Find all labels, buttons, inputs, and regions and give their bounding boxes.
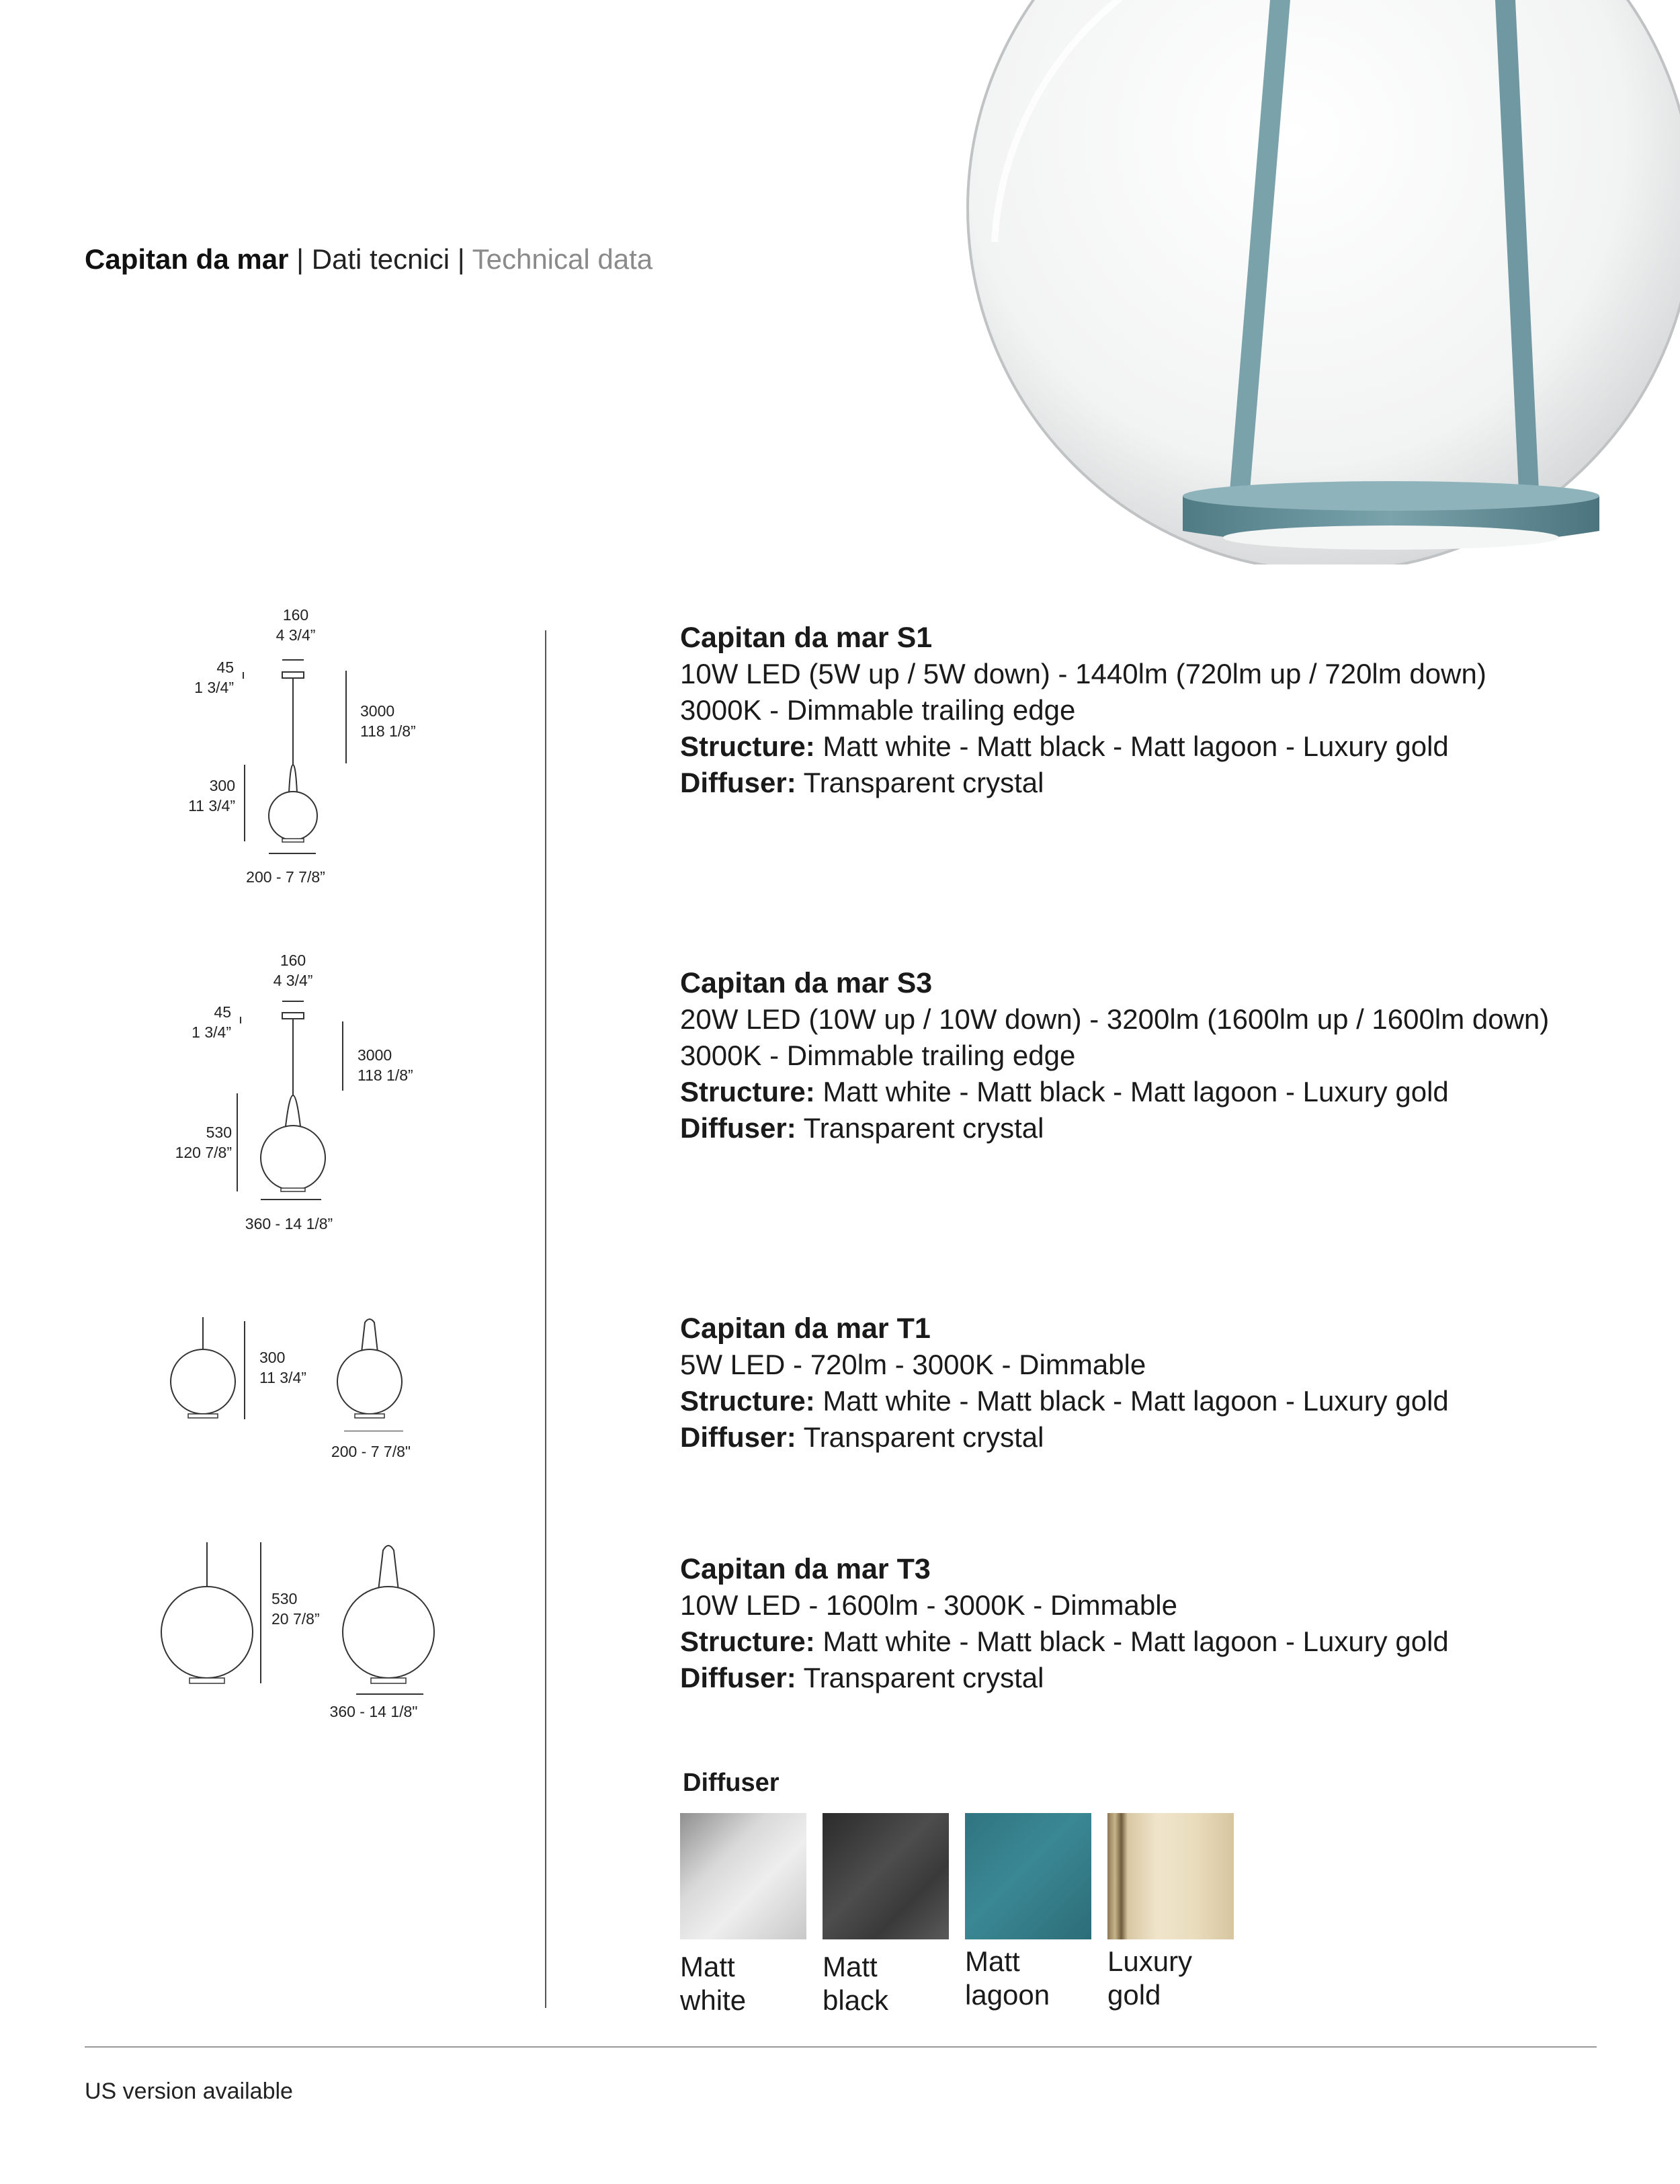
- spec-t1: [680, 1310, 1648, 1456]
- spec-structure: Structure: Matt white - Matt black - Matt lagoon - Luxury gold: [680, 730, 1449, 762]
- swatch-label-matt-black: Matt black: [823, 1951, 889, 2016]
- spec-diffuser: Diffuser: Transparent crystal: [680, 1421, 1044, 1453]
- finishes-title: Diffuser: [683, 1769, 780, 1797]
- swatch-matt-black: [823, 1813, 949, 1939]
- spec-s1: [680, 620, 1648, 801]
- spec-line: 10W LED (5W up / 5W down) - 1440lm (720lm up / 720lm down): [680, 658, 1486, 689]
- s3-body-height: 530 120 7/8”: [175, 1124, 232, 1161]
- hero-lamp-image: [954, 0, 1680, 564]
- swatch-matt-white: [680, 1813, 806, 1939]
- spec-line: 3000K - Dimmable trailing edge: [680, 1040, 1076, 1071]
- s3-canopy-height: 45 1 3/4”: [192, 1003, 231, 1041]
- spec-t3: [680, 1551, 1648, 1696]
- t3-height: 530 20 7/8”: [271, 1590, 320, 1628]
- s1-diameter: 200 - 7 7/8”: [246, 868, 325, 886]
- spec-structure: Structure: Matt white - Matt black - Matt lagoon - Luxury gold: [680, 1626, 1449, 1657]
- swatch-matt-lagoon: [965, 1813, 1091, 1939]
- s3-cable-length: 3000 118 1/8”: [358, 1046, 413, 1084]
- product-name: Capitan da mar: [85, 243, 289, 275]
- glass-globe: [968, 0, 1680, 564]
- spec-diffuser: Diffuser: Transparent crystal: [680, 767, 1044, 798]
- swatch-label-matt-white: Matt white: [680, 1951, 747, 2016]
- t3-diameter: 360 - 14 1/8": [329, 1703, 418, 1720]
- spec-line: 3000K - Dimmable trailing edge: [680, 694, 1076, 726]
- s3-diameter: 360 - 14 1/8”: [245, 1215, 333, 1232]
- swatch-label-matt-lagoon: Matt lagoon: [965, 1945, 1050, 2011]
- italian-label: Dati tecnici: [311, 243, 450, 275]
- spec-line: 10W LED - 1600lm - 3000K - Dimmable: [680, 1589, 1177, 1621]
- spec-diffuser: Diffuser: Transparent crystal: [680, 1112, 1044, 1144]
- spec-structure: Structure: Matt white - Matt black - Matt lagoon - Luxury gold: [680, 1385, 1449, 1417]
- spec-title: Capitan da mar T1: [680, 1312, 931, 1345]
- drawing-s1-dims: [228, 645, 396, 880]
- t1-diameter: 200 - 7 7/8": [331, 1443, 411, 1460]
- title-separator: |: [296, 243, 304, 275]
- spec-title: Capitan da mar S3: [680, 967, 933, 999]
- spec-title: Capitan da mar S1: [680, 622, 933, 654]
- column-divider: [545, 630, 546, 2008]
- t1-height: 300 11 3/4”: [259, 1349, 306, 1386]
- spec-structure: Structure: Matt white - Matt black - Matt lagoon - Luxury gold: [680, 1076, 1449, 1107]
- spec-title: Capitan da mar T3: [680, 1553, 931, 1585]
- lamp-light: [1223, 526, 1559, 550]
- spec-diffuser: Diffuser: Transparent crystal: [680, 1662, 1044, 1693]
- swatch-luxury-gold: [1107, 1813, 1234, 1939]
- page-title: [85, 243, 653, 276]
- footer-divider: [85, 2046, 1597, 2048]
- spec-s3: [680, 965, 1648, 1146]
- s1-body-height: 300 11 3/4”: [188, 777, 235, 814]
- title-separator-2: |: [457, 243, 465, 275]
- swatch-label-luxury-gold: Luxury gold: [1107, 1945, 1193, 2011]
- lamp-ring-top: [1183, 481, 1599, 511]
- s1-canopy-height: 45 1 3/4”: [194, 659, 234, 696]
- spec-line: 20W LED (10W up / 10W down) - 3200lm (1600lm up / 1600lm down): [680, 1003, 1550, 1035]
- drawing-s3-dims: [228, 991, 396, 1226]
- s1-top-width: 160 4 3/4”: [276, 606, 316, 644]
- s1-cable-length: 3000 118 1/8”: [360, 702, 416, 740]
- footer-note: US version available: [85, 2078, 293, 2104]
- s3-top-width: 160 4 3/4”: [273, 952, 313, 989]
- english-label: Technical data: [472, 243, 653, 275]
- spec-line: 5W LED - 720lm - 3000K - Dimmable: [680, 1349, 1146, 1380]
